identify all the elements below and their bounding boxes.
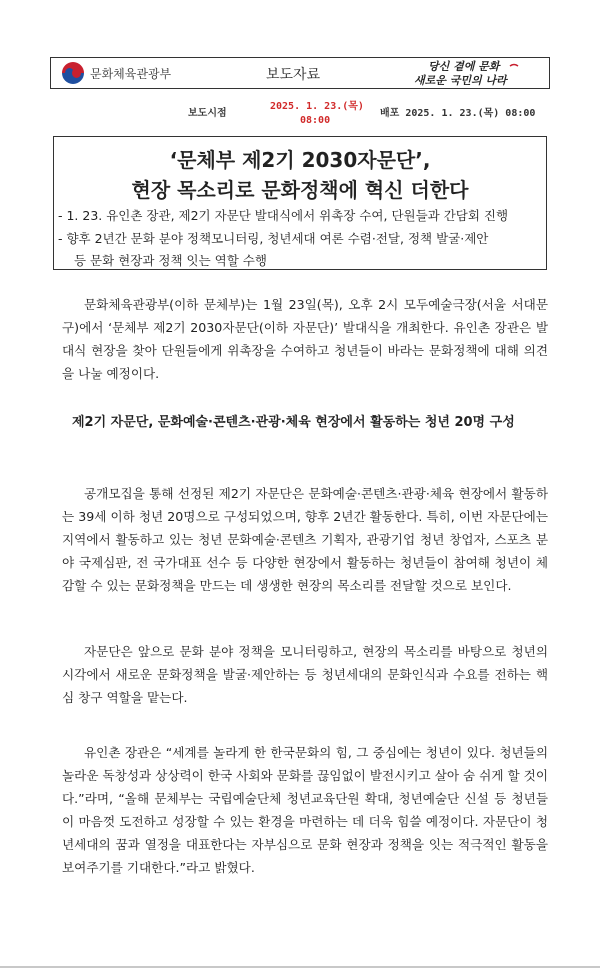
subtitle-1: - 1. 23. 유인촌 장관, 제2기 자문단 발대식에서 위촉장 수여, 단원들과 간담회 진행 xyxy=(58,208,509,223)
distribution-date: 배포 2025. 1. 23.(목) 08:00 xyxy=(380,108,536,119)
paragraph-4: 유인촌 장관은 “세계를 놀라게 한 한국문화의 힘, 그 중심에는 청년이 있다. 청년들의 놀라운 독창성과 상상력이 한국 사회와 문화를 끊임없이 발전시키고 살아 숨 쉬게 할 것이다.”라며, “올해 문체부는 국립예술단체 청년교육단원 확대, 청년예술단 신설 등 청년들이 마음껏 도전하고 성장할 수 있는 환경을 마련하는 데 더욱 힘쓸 예정이다. 자문단이 청년세대의 꿈과 열정을 대표한다는 자부심으로 문화 현장과 정책을 잇는 적극적인 활동을 보여주기를 기대한다.”라고 밝혔다. xyxy=(62,745,548,875)
taegeuk-emblem-icon xyxy=(62,62,84,84)
release-time: 08:00 xyxy=(300,115,331,126)
slogan-line2: 새로운 국민의 나라 xyxy=(414,74,507,87)
ministry-logo xyxy=(62,62,171,84)
paragraph-3: 자문단은 앞으로 문화 분야 정책을 모니터링하고, 현장의 목소리를 바탕으로 청년의 시각에서 새로운 문화정책을 발굴·제안하는 등 청년세대의 문화인식과 수요를 전하는 핵심 창구 역할을 맡는다. xyxy=(62,644,548,705)
paragraph-2: 공개모집을 통해 선정된 제2기 자문단은 문화예술·콘텐츠·관광·체육 현장에서 활동하는 39세 이하 청년 20명으로 구성되었으며, 향후 2년간 활동한다. 특히, 이번 자문단에는 지역에서 활동하고 있는 청년 문화예술·콘텐츠 기획자, 관광기업 청년 창업자, 스포츠 분야 국제심판, 전 국가대표 선수 등 다양한 현장에서 활동하는 청년들이 참여해 청년이 체감할 수 있는 문화정책을 만드는 데 생생한 현장의 목소리를 전달할 것으로 보인다. xyxy=(62,486,548,593)
ministry-name: 문화체육관광부 xyxy=(90,66,172,81)
paragraph-1: 문화체육관광부(이하 문체부)는 1월 23일(목), 오후 2시 모두예술극장(서울 서대문구)에서 ‘문체부 제2기 2030자문단(이하 자문단)’ 발대식을 개최한다. 유인촌 장관은 발대식 현장을 찾아 단원들에게 위촉장을 수여하고 청년들이 바라는 문화정책에 대해 의견을 나눌 예정이다. xyxy=(62,297,548,381)
slogan-line1: 당신 곁에 문화 xyxy=(428,60,500,73)
release-date: 2025. 1. 23.(목) xyxy=(270,101,364,112)
release-label: 보도시점 xyxy=(188,108,227,119)
bottom-divider xyxy=(0,966,600,968)
section-heading: 제2기 자문단, 문화예술·콘텐츠·관광·체육 현장에서 활동하는 청년 20명 구성 xyxy=(72,415,515,430)
slogan-calligraphy xyxy=(410,58,545,88)
subtitle-3: 등 문화 현장과 정책 잇는 역할 수행 xyxy=(74,253,267,268)
title-line1: ‘문체부 제2기 2030자문단’, xyxy=(169,148,431,172)
subtitle-2: - 향후 2년간 문화 분야 정책모니터링, 청년세대 여론 수렴·전달, 정책 발굴·제안 xyxy=(58,231,489,246)
title-line2: 현장 목소리로 문화정책에 혁신 더한다 xyxy=(131,178,469,202)
document-type: 보도자료 xyxy=(266,67,321,83)
